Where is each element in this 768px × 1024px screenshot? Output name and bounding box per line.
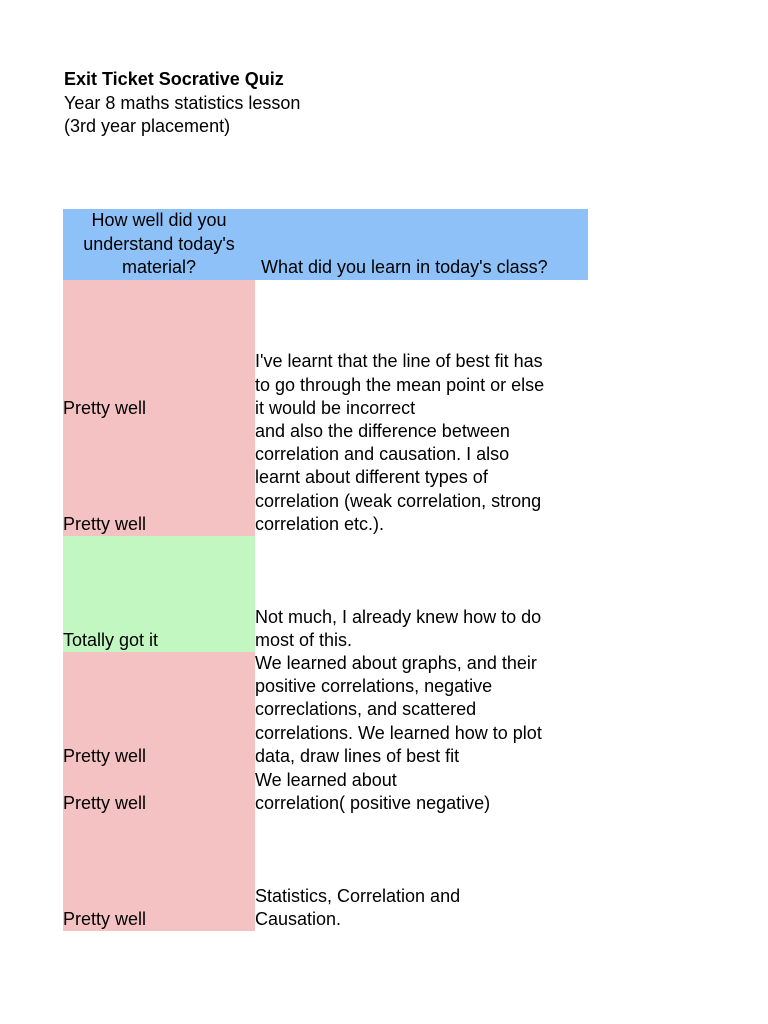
answer-line: data, draw lines of best fit xyxy=(255,745,460,766)
table-row xyxy=(63,536,588,652)
answer-line: We learned about graphs, and their xyxy=(255,653,537,674)
placement-note: (3rd year placement) xyxy=(64,116,231,136)
rating-cell: Pretty well xyxy=(63,652,255,768)
column-header-understanding-label: How well did you understand today's material? xyxy=(83,210,235,277)
header-row xyxy=(63,209,588,280)
column-header-understanding xyxy=(63,209,255,280)
answer-line: and also the difference between xyxy=(255,421,510,441)
answer-cell xyxy=(255,768,588,815)
rating-cell: Pretty well xyxy=(63,815,255,931)
answer-line: positive correlations, negative xyxy=(255,676,493,697)
table-row xyxy=(63,652,588,768)
answer-line: Not much, I already knew how to do xyxy=(255,606,542,627)
answer-cell xyxy=(255,652,588,768)
answer-line: correlation (weak correlation, strong xyxy=(255,490,542,511)
document-header xyxy=(64,68,300,139)
rating-cell: Pretty well xyxy=(63,420,255,536)
answer-line: correclations, and scattered xyxy=(255,699,477,720)
rating-cell: Pretty well xyxy=(63,280,255,420)
answer-cell xyxy=(255,536,588,652)
table-row xyxy=(63,768,588,815)
responses-table xyxy=(63,209,588,931)
answer-line: Causation. xyxy=(255,908,342,929)
table-row xyxy=(63,815,588,931)
answer-cell xyxy=(255,815,588,931)
rating-cell: Totally got it xyxy=(63,536,255,652)
answer-cell xyxy=(255,420,588,536)
document-title: Exit Ticket Socrative Quiz xyxy=(64,69,284,89)
answer-line: correlation and causation. I also xyxy=(255,444,510,465)
answer-line: it would be incorrect xyxy=(255,397,416,418)
document-subtitle: Year 8 maths statistics lesson xyxy=(64,92,301,113)
answer-line: correlation etc.). xyxy=(255,513,385,534)
answer-cell xyxy=(255,280,588,420)
answer-line: We learned about xyxy=(255,769,397,790)
answer-line: correlations. We learned how to plot xyxy=(255,722,542,743)
answer-line: to go through the mean point or else xyxy=(255,374,545,395)
answer-line: I've learnt that the line of best fit has xyxy=(255,351,543,372)
answer-line: most of this. xyxy=(255,629,353,650)
rating-cell: Pretty well xyxy=(63,768,255,815)
table-row xyxy=(63,420,588,536)
answer-line: learnt about different types of xyxy=(255,467,488,488)
answer-line: Statistics, Correlation and xyxy=(255,885,461,906)
answer-line: correlation( positive negative) xyxy=(255,792,491,813)
column-header-learned: What did you learn in today's class? xyxy=(255,209,588,280)
table-row xyxy=(63,280,588,420)
